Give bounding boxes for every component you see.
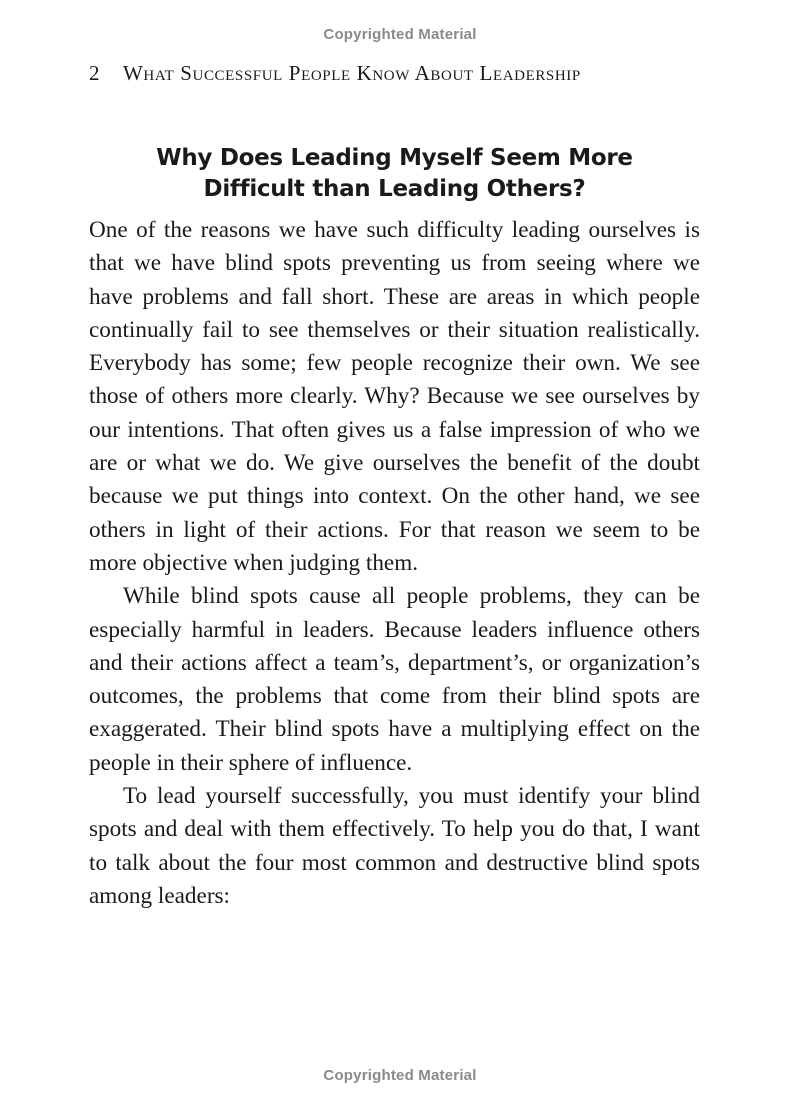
copyright-watermark-bottom: Copyrighted Material (323, 1067, 477, 1084)
body-text (89, 214, 700, 913)
copyright-watermark-top: Copyrighted Material (323, 26, 477, 43)
book-title: What Successful People Know About Leadership (123, 61, 581, 85)
section-heading (89, 143, 700, 205)
section-heading-line-1: Why Does Leading Myself Seem More (156, 145, 633, 171)
section-heading-line-2: Difficult than Leading Others? (203, 176, 586, 202)
page-number: 2 (89, 61, 100, 85)
running-head (89, 61, 581, 86)
paragraph-3: To lead yourself successfully, you must identify your blind spots and deal with them effectively. To help you do that, I want to talk about the four most common and destructive blind spots among leaders: (89, 783, 700, 909)
paragraph-2: While blind spots cause all people problems, they can be especially harmful in leaders. Because leaders influence others and their actions affect a team’s, department’s, or organization’s outcomes, the problems that come from their blind spots are exaggerated. Their blind spots have a multiplying effect on the people in their sphere of influence. (89, 583, 700, 776)
paragraph-1: One of the reasons we have such difficulty leading ourselves is that we have blind spots preventing us from seeing where we have problems and fall short. These are areas in which people continually fail to see themselves or their situation realistically. Everybody has some; few people recognize their own. We see those of others more clearly. Why? Because we see ourselves by our intentions. That often gives us a false impression of who we are or what we do. We give ourselves the benefit of the doubt because we put things into context. On the other hand, we see others in light of their actions. For that reason we seem to be more objective when judging them. (89, 217, 700, 576)
